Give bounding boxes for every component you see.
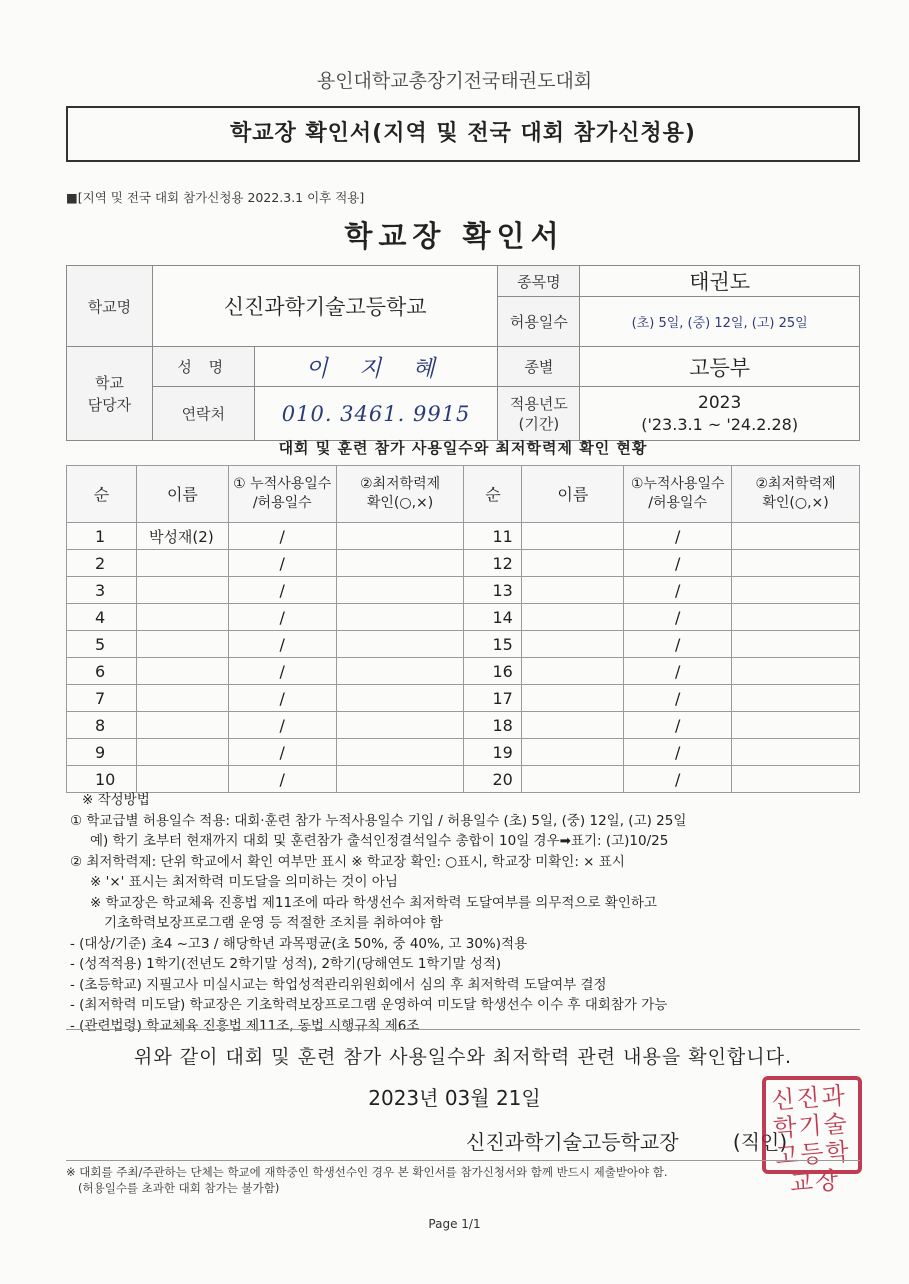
athlete-name bbox=[522, 550, 624, 577]
academic-check bbox=[336, 766, 464, 793]
athlete-name bbox=[136, 604, 228, 631]
applicable-note: ■[지역 및 전국 대회 참가신청용 2022.3.1 이후 적용] bbox=[66, 190, 365, 205]
manager-name: 이 지 혜 bbox=[254, 347, 498, 387]
instruction-line: - (초등학교) 지필고사 미실시교는 학업성적관리위원회에서 심의 후 최저학력 도달여부 결정 bbox=[70, 976, 607, 993]
athlete-name bbox=[522, 739, 624, 766]
athlete-name bbox=[522, 712, 624, 739]
usage-days: / bbox=[228, 631, 336, 658]
usage-days: / bbox=[624, 739, 732, 766]
academic-check bbox=[336, 550, 464, 577]
athlete-name bbox=[136, 766, 228, 793]
header-academic: ②최저학력제 확인(○,×) bbox=[336, 466, 464, 523]
usage-days: / bbox=[228, 550, 336, 577]
table-header-row bbox=[67, 466, 860, 523]
info-table bbox=[66, 265, 860, 441]
academic-check bbox=[732, 766, 860, 793]
header-no-right: 순 bbox=[464, 466, 522, 523]
allowed-days-value: (초) 5일, (중) 12일, (고) 25일 bbox=[580, 297, 860, 347]
contact-number: 010. 3461. 9915 bbox=[254, 387, 498, 441]
row-number: 19 bbox=[464, 739, 522, 766]
usage-days: / bbox=[624, 685, 732, 712]
category-value: 고등부 bbox=[580, 347, 860, 387]
table-row bbox=[67, 712, 860, 739]
row-number: 8 bbox=[67, 712, 137, 739]
name-label: 성 명 bbox=[152, 347, 254, 387]
academic-check bbox=[336, 631, 464, 658]
year-value: 2023 bbox=[698, 392, 742, 413]
athlete-name bbox=[136, 739, 228, 766]
academic-check bbox=[732, 550, 860, 577]
table-row bbox=[67, 685, 860, 712]
row-number: 4 bbox=[67, 604, 137, 631]
academic-check bbox=[336, 577, 464, 604]
school-label: 학교명 bbox=[67, 266, 153, 347]
year-cell bbox=[580, 387, 860, 441]
academic-check bbox=[732, 685, 860, 712]
row-number: 6 bbox=[67, 658, 137, 685]
usage-days: / bbox=[228, 604, 336, 631]
row-number: 20 bbox=[464, 766, 522, 793]
table-row bbox=[67, 766, 860, 793]
confirmation-statement: 위와 같이 대회 및 훈련 참가 사용일수와 최저학력 관련 내용을 확인합니다. bbox=[133, 1046, 793, 1068]
instruction-line: ※ '×' 표시는 최저학력 미도달을 의미하는 것이 아님 bbox=[90, 874, 398, 890]
academic-check bbox=[732, 712, 860, 739]
academic-check bbox=[336, 658, 464, 685]
row-number: 13 bbox=[464, 577, 522, 604]
instruction-line: - (최저학력 미도달) 학교장은 기초학력보장프로그램 운영하여 미도달 학생선수 이수 후 대회참가 가능 bbox=[70, 997, 668, 1013]
header-days-right: ①누적사용일수 /허용일수 bbox=[624, 466, 732, 523]
usage-table bbox=[66, 465, 860, 793]
table-row bbox=[67, 523, 860, 550]
instruction-line: - (관련법령) 학교체육 진흥법 제11조, 동법 시행규칙 제6조 bbox=[70, 1017, 420, 1034]
sport-label: 종목명 bbox=[498, 266, 580, 297]
usage-days: / bbox=[624, 712, 732, 739]
instructions bbox=[70, 790, 860, 1036]
row-number: 14 bbox=[464, 604, 522, 631]
athlete-name bbox=[522, 523, 624, 550]
usage-days: / bbox=[624, 658, 732, 685]
divider bbox=[66, 1029, 860, 1030]
usage-days: / bbox=[624, 604, 732, 631]
table-row bbox=[67, 631, 860, 658]
row-number: 11 bbox=[464, 523, 522, 550]
row-number: 3 bbox=[67, 577, 137, 604]
page-number: Page 1/1 bbox=[428, 1217, 481, 1231]
usage-days: / bbox=[228, 766, 336, 793]
row-number: 15 bbox=[464, 631, 522, 658]
table-row bbox=[67, 739, 860, 766]
seal-label: (직인) bbox=[732, 1130, 788, 1154]
academic-check bbox=[732, 739, 860, 766]
principal-signature bbox=[466, 1126, 787, 1155]
event-title: 용인대학교총장기전국태권도대회 bbox=[316, 70, 593, 92]
header-name: 이름 bbox=[136, 466, 228, 523]
athlete-name bbox=[522, 577, 624, 604]
usage-days: / bbox=[228, 658, 336, 685]
instruction-line: 기초학력보장프로그램 운영 등 적절한 조치를 취하여야 함 bbox=[104, 915, 443, 931]
instruction-line: ※ 학교장은 학교체육 진흥법 제11조에 따라 학생선수 최저학력 도달여부를 의무적으로 확인하고 bbox=[90, 894, 657, 911]
row-number: 16 bbox=[464, 658, 522, 685]
principal-name: 신진과학기술고등학교장 bbox=[466, 1130, 679, 1154]
athlete-name bbox=[522, 604, 624, 631]
instruction-line: ① 학교급별 허용일수 적용: 대회·훈련 참가 누적사용일수 기입 / 허용일수 (초) 5일, (중) 12일, (고) 25일 bbox=[70, 812, 687, 829]
footnote-line: (허용일수를 초과한 대회 참가는 불가함) bbox=[78, 1181, 280, 1195]
academic-check bbox=[336, 739, 464, 766]
category-label: 종별 bbox=[498, 347, 580, 387]
header-days: ① 누적사용일수 /허용일수 bbox=[228, 466, 336, 523]
row-number: 2 bbox=[67, 550, 137, 577]
usage-days: / bbox=[624, 550, 732, 577]
instruction-line: 예) 학기 초부터 현재까지 대회 및 훈련참가 출석인정결석일수 총합이 10일 경우➡표기: (고)10/25 bbox=[90, 833, 669, 849]
table-row bbox=[67, 604, 860, 631]
usage-days: / bbox=[228, 577, 336, 604]
athlete-name bbox=[136, 712, 228, 739]
athlete-name: 박성재(2) bbox=[136, 523, 228, 550]
academic-check bbox=[336, 712, 464, 739]
contact-label: 연락처 bbox=[152, 387, 254, 441]
usage-days: / bbox=[228, 685, 336, 712]
instruction-line: ② 최저학력제: 단위 학교에서 확인 여부만 표시 ※ 학교장 확인: ○표시, 학교장 미확인: × 표시 bbox=[70, 853, 625, 870]
row-number: 9 bbox=[67, 739, 137, 766]
seal-text: 신진과학기술고등학교장 bbox=[770, 1081, 852, 1198]
row-number: 18 bbox=[464, 712, 522, 739]
year-label: 적용년도 (기간) bbox=[498, 387, 580, 441]
issue-date: 2023년 03월 21일 bbox=[368, 1086, 541, 1110]
usage-days: / bbox=[228, 712, 336, 739]
athlete-name bbox=[136, 577, 228, 604]
usage-days: / bbox=[624, 523, 732, 550]
manager-label: 학교 담당자 bbox=[67, 347, 153, 441]
header-no: 순 bbox=[67, 466, 137, 523]
athlete-name bbox=[522, 685, 624, 712]
academic-check bbox=[336, 523, 464, 550]
athlete-name bbox=[136, 550, 228, 577]
athlete-name bbox=[136, 685, 228, 712]
school-name: 신진과학기술고등학교 bbox=[152, 266, 498, 347]
academic-check bbox=[732, 658, 860, 685]
row-number: 1 bbox=[67, 523, 137, 550]
athlete-name bbox=[136, 658, 228, 685]
row-number: 17 bbox=[464, 685, 522, 712]
instructions-heading: ※ 작성방법 bbox=[82, 792, 150, 808]
period-value: ('23.3.1 ~ '24.2.28) bbox=[641, 414, 799, 434]
row-number: 10 bbox=[67, 766, 137, 793]
header-academic-right: ②최저학력제 확인(○,×) bbox=[732, 466, 860, 523]
row-number: 12 bbox=[464, 550, 522, 577]
usage-days: / bbox=[228, 523, 336, 550]
allowed-days-label: 허용일수 bbox=[498, 297, 580, 347]
instruction-line: - (대상/기준) 초4 ~고3 / 해당학년 과목평균(초 50%, 중 40%, 고 30%)적용 bbox=[70, 935, 528, 952]
row-number: 5 bbox=[67, 631, 137, 658]
table-row bbox=[67, 577, 860, 604]
table-row bbox=[67, 658, 860, 685]
footnote-line: ※ 대회를 주최/주관하는 단체는 학교에 재학중인 학생선수인 경우 본 확인서를 참가신청서와 함께 반드시 제출받아야 함. bbox=[66, 1165, 668, 1179]
athlete-name bbox=[522, 631, 624, 658]
athlete-name bbox=[136, 631, 228, 658]
form-title: 학교장 확인서(지역 및 전국 대회 참가신청용) bbox=[66, 106, 860, 162]
table-title: 대회 및 훈련 참가 사용일수와 최저학력제 확인 현황 bbox=[278, 439, 648, 457]
academic-check bbox=[732, 631, 860, 658]
header-name-right: 이름 bbox=[522, 466, 624, 523]
sport-value: 태권도 bbox=[580, 266, 860, 297]
table-row bbox=[67, 550, 860, 577]
academic-check bbox=[732, 523, 860, 550]
divider bbox=[66, 1160, 860, 1161]
academic-check bbox=[732, 577, 860, 604]
usage-days: / bbox=[624, 577, 732, 604]
footnote bbox=[66, 1164, 866, 1196]
instruction-line: - (성적적용) 1학기(전년도 2학기말 성적), 2학기(당해연도 1학기말 성적) bbox=[70, 956, 502, 972]
usage-days: / bbox=[228, 739, 336, 766]
academic-check bbox=[732, 604, 860, 631]
usage-days: / bbox=[624, 631, 732, 658]
academic-check bbox=[336, 604, 464, 631]
row-number: 7 bbox=[67, 685, 137, 712]
academic-check bbox=[336, 685, 464, 712]
document-title: 학교장 확인서 bbox=[344, 219, 565, 253]
athlete-name bbox=[522, 658, 624, 685]
usage-days: / bbox=[624, 766, 732, 793]
athlete-name bbox=[522, 766, 624, 793]
